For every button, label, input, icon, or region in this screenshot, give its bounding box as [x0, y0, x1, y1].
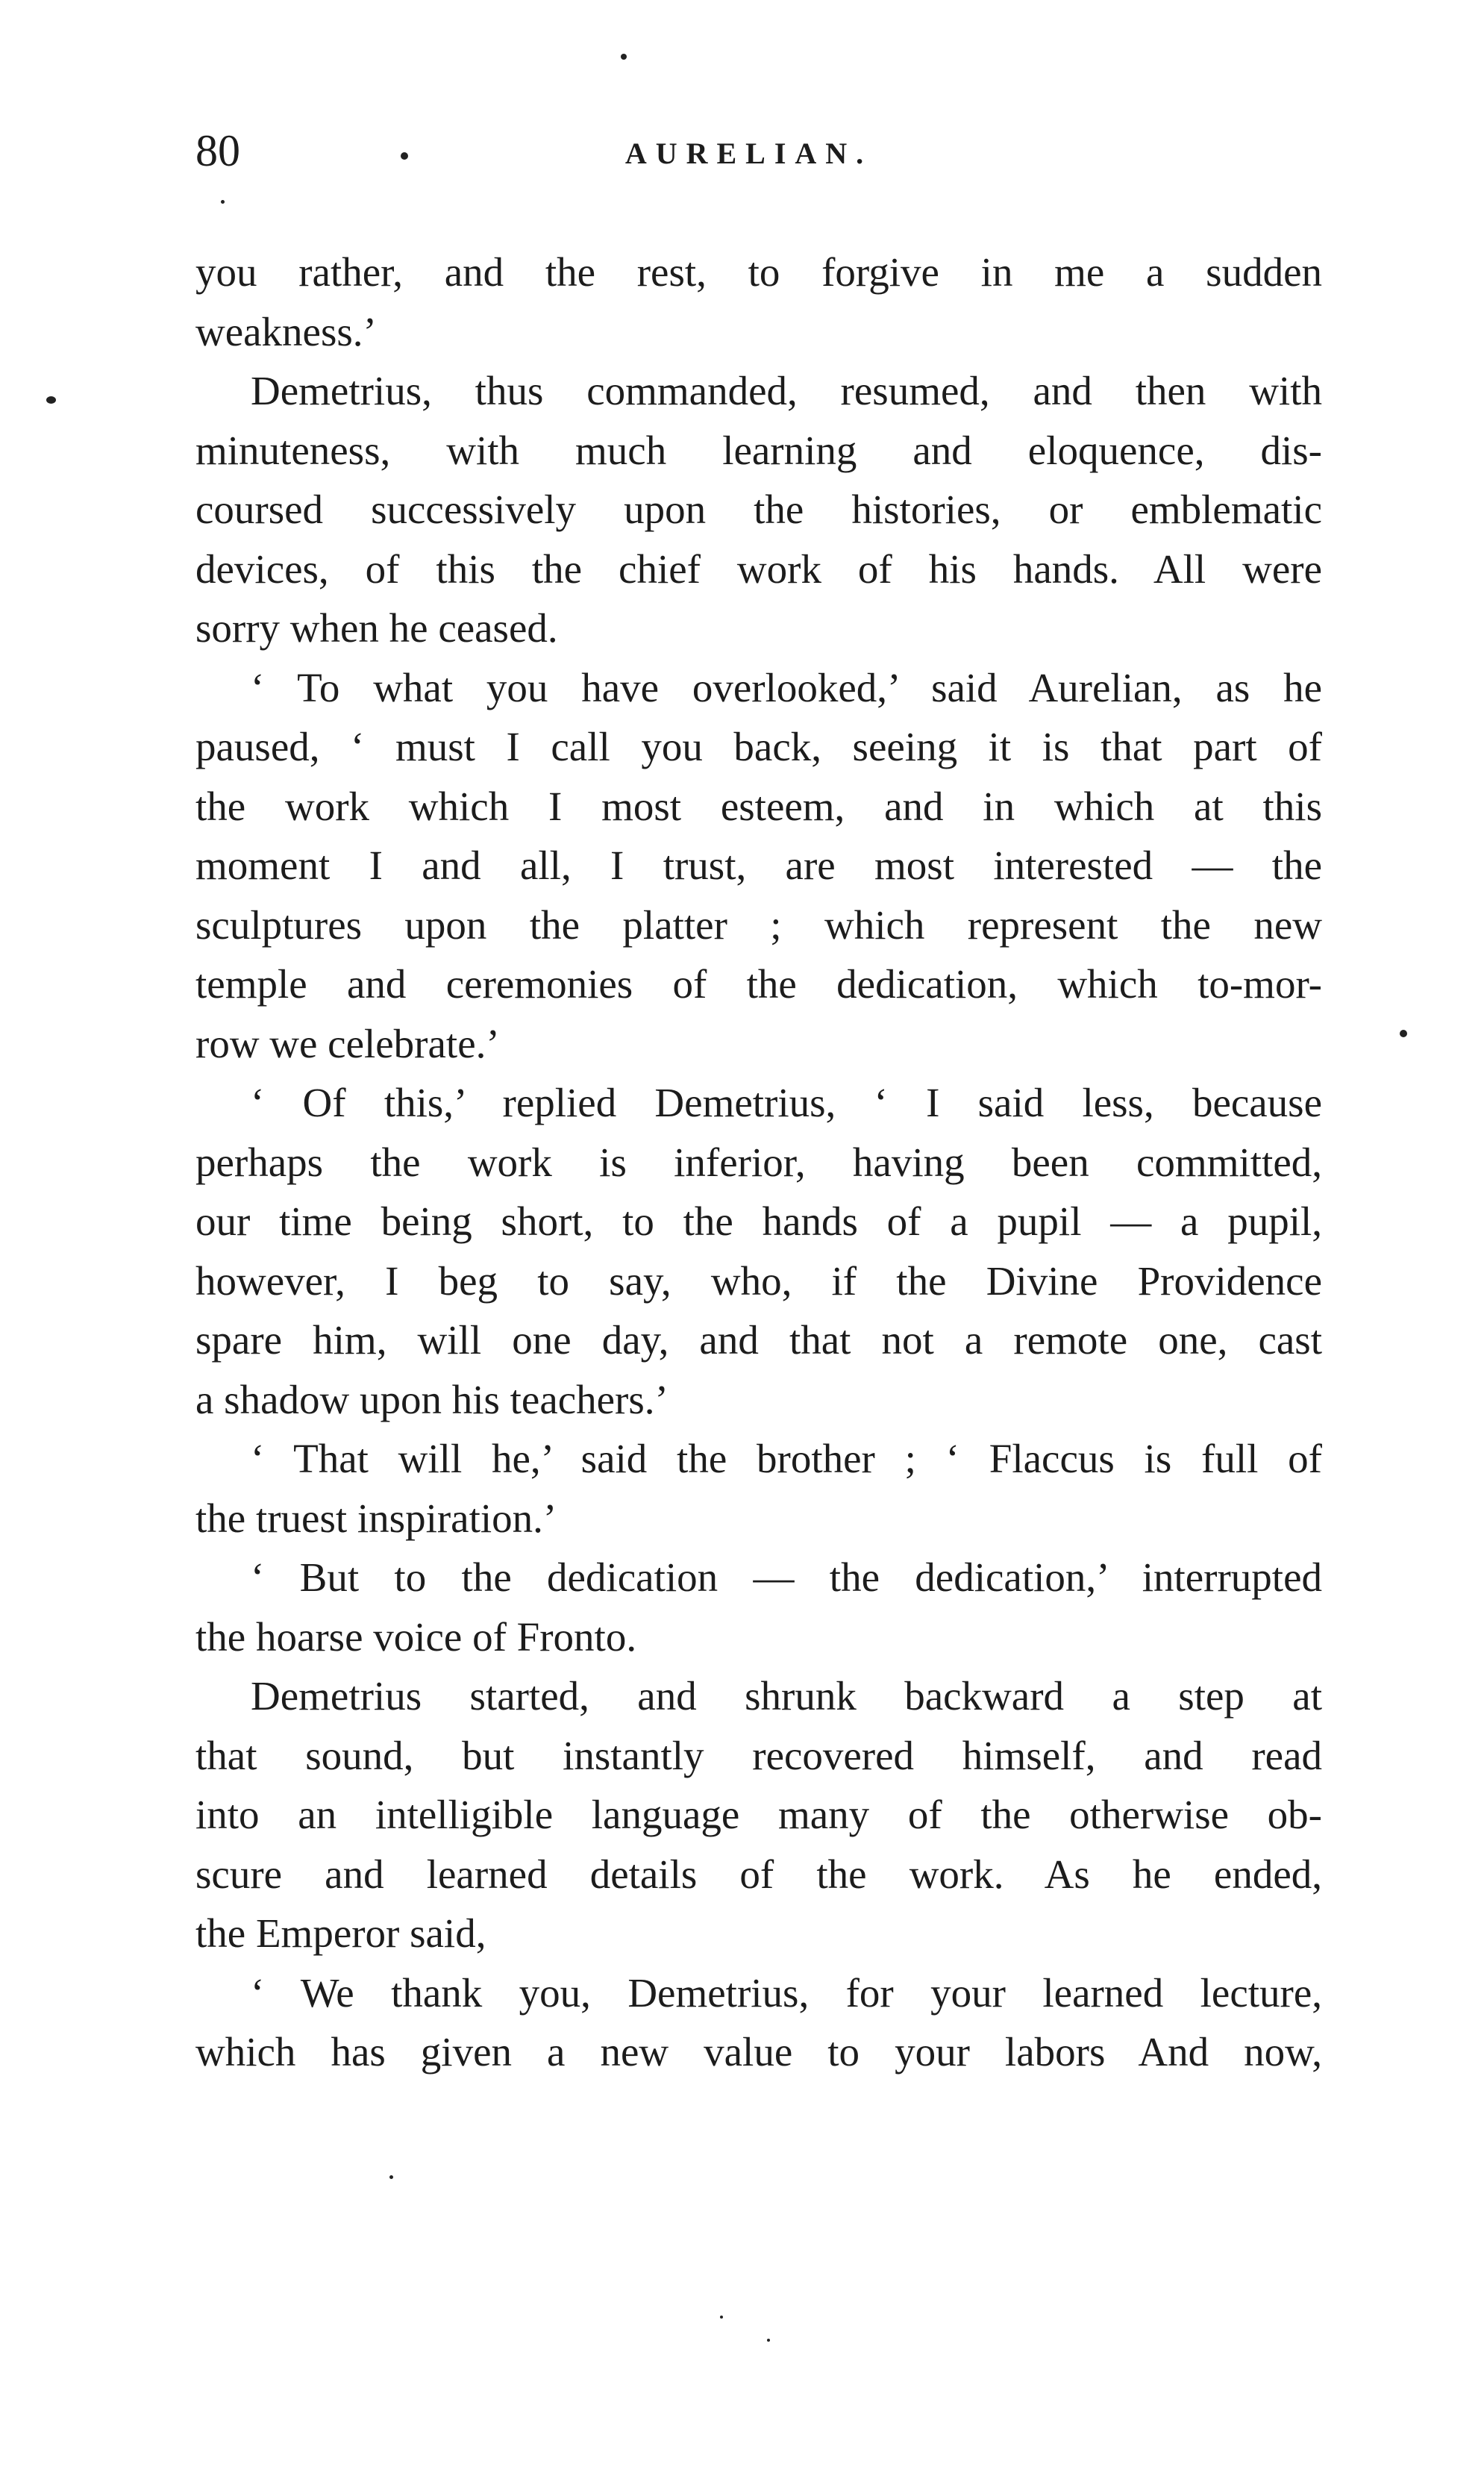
- text-line: ‘ Of this,’ replied Demetrius, ‘ I said less, because: [251, 1080, 1322, 1125]
- text-line: coursed successively upon the histories, or emblematic: [195, 487, 1322, 532]
- text-line: devices, of this the chief work of his hands. All were: [195, 545, 1322, 592]
- page-number: 80: [195, 126, 240, 175]
- text-line: row we celebrate.’: [195, 1020, 500, 1066]
- text-line: the hoarse voice of Fronto.: [195, 1613, 637, 1660]
- text-line: Demetrius, thus commanded, resumed, and then with: [251, 368, 1322, 413]
- text-line: that sound, but instantly recovered himself, and read: [195, 1732, 1322, 1778]
- text-line: the truest inspiration.’: [195, 1495, 557, 1541]
- text-line: perhaps the work is inferior, having been committed,: [195, 1139, 1322, 1185]
- running-head: AURELIAN.: [624, 137, 873, 170]
- ink-speck: [46, 396, 56, 404]
- text-line: minuteness, with much learning and eloquence, dis-: [195, 427, 1322, 473]
- ink-speck: [1400, 1030, 1407, 1037]
- text-line: sorry when he ceased.: [195, 605, 558, 651]
- ink-speck: [720, 2316, 723, 2319]
- text-line: Demetrius started, and shrunk backward a step at: [251, 1673, 1322, 1719]
- text-line: ‘ That will he,’ said the brother ; ‘ Flaccus is full of: [251, 1436, 1322, 1481]
- ink-speck: [767, 2339, 770, 2342]
- text-line: a shadow upon his teachers.’: [195, 1376, 669, 1422]
- ink-speck: [389, 2175, 393, 2179]
- text-line: however, I beg to say, who, if the Divine Providence: [195, 1257, 1322, 1304]
- body-text: [195, 243, 1322, 2082]
- text-line: moment I and all, I trust, are most interested — the: [195, 842, 1322, 888]
- ink-speck: [621, 54, 627, 60]
- ink-speck: [401, 152, 408, 160]
- text-line: you rather, and the rest, to forgive in me a sudden: [195, 249, 1322, 295]
- text-line: our time being short, to the hands of a pupil — a pupil,: [195, 1198, 1322, 1244]
- text-line: spare him, will one day, and that not a remote one, cast: [195, 1317, 1322, 1363]
- text-line: into an intelligible language many of the otherwise ob-: [195, 1792, 1322, 1837]
- ink-speck: [221, 200, 225, 204]
- text-line: scure and learned details of the work. As he ended,: [195, 1851, 1322, 1897]
- text-line: ‘ To what you have overlooked,’ said Aurelian, as he: [251, 664, 1322, 710]
- text-line: temple and ceremonies of the dedication, which to-mor-: [195, 961, 1322, 1007]
- text-line: the Emperor said,: [195, 1910, 486, 1956]
- text-line: the work which I most esteem, and in which at this: [195, 783, 1322, 829]
- text-line: sculptures upon the platter ; which represent the new: [195, 901, 1322, 948]
- text-line: which has given a new value to your labors And now,: [195, 2029, 1322, 2075]
- text-line: paused, ‘ must I call you back, seeing it is that part of: [195, 724, 1322, 769]
- text-line: ‘ We thank you, Demetrius, for your learned lecture,: [251, 1969, 1322, 2016]
- text-line: weakness.’: [195, 308, 377, 354]
- text-line: ‘ But to the dedication — the dedication,’ interrupted: [251, 1554, 1322, 1600]
